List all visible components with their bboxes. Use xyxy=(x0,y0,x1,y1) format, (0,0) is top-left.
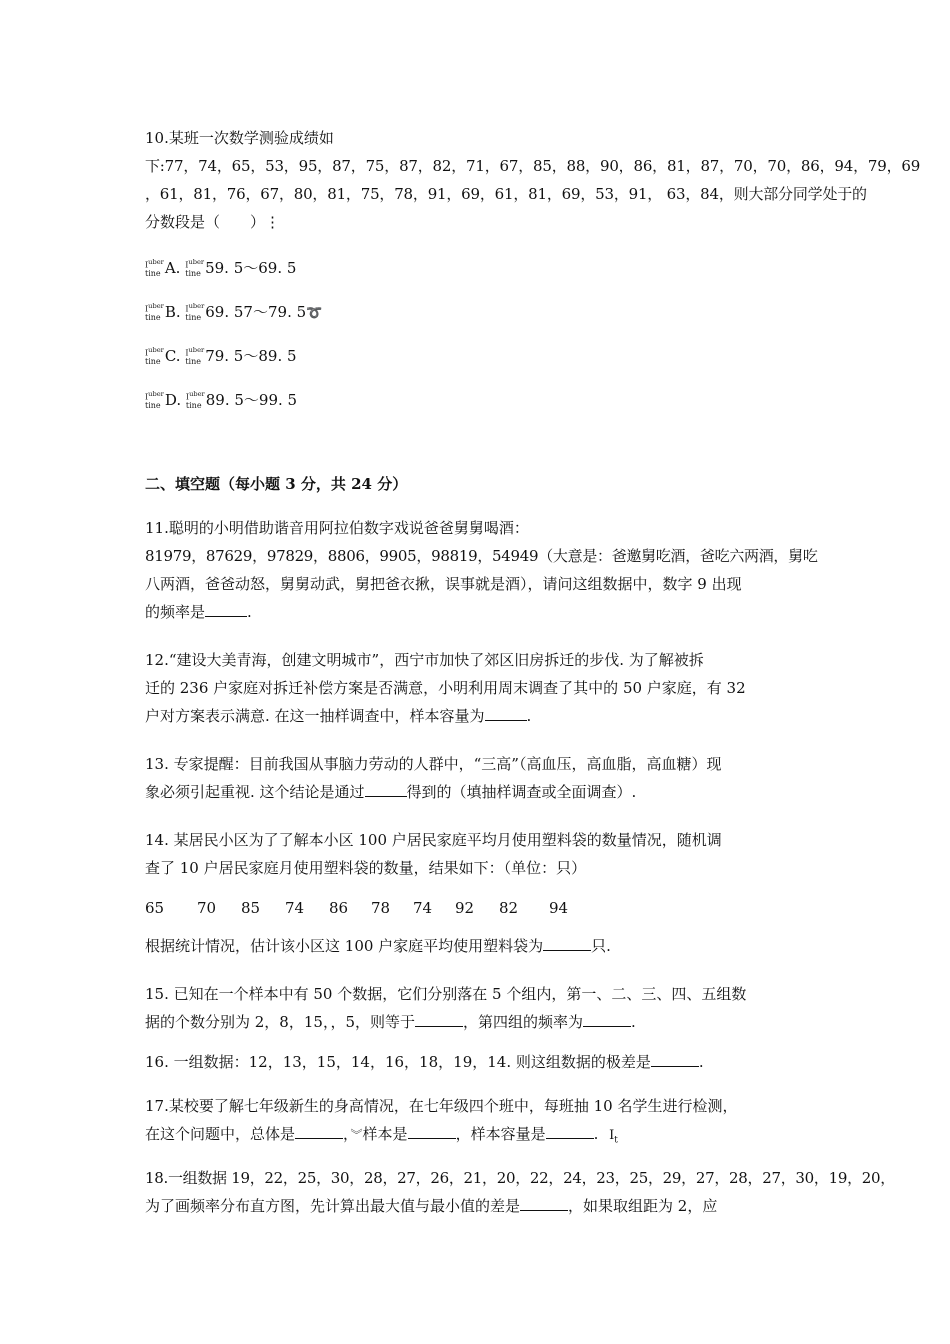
answer-blank xyxy=(651,1052,699,1067)
q10-line-3: ，61，81，76，67，80，81，75，78，91，69，61，81，69，53，91， 63，84，则大部分同学处于的 xyxy=(145,185,867,203)
value-cell: 74 xyxy=(413,899,433,917)
artifact-mark-icon: $I^{uber}$ tine xyxy=(145,302,164,322)
value-cell: 65 xyxy=(145,899,165,917)
artifact-mark-icon: $I^{uber}$ tine xyxy=(185,346,205,366)
answer-blank xyxy=(365,782,407,797)
q10-line-1: 10.某班一次数学测验成绩如 xyxy=(145,129,334,147)
value-cell: 85 xyxy=(241,899,261,917)
answer-blank xyxy=(520,1196,568,1211)
value-cell: 74 xyxy=(285,899,305,917)
section-heading: 二、填空题（每小题 3 分，共 24 分） xyxy=(145,475,408,493)
q14-line-1: 14. 某居民小区为了了解本小区 100 户居民家庭平均月使用塑料袋的数量情况，随机调 xyxy=(145,831,722,849)
answer-blank xyxy=(546,1124,594,1139)
q11-line-4: 的频率是 . xyxy=(145,603,252,621)
q12-line-3: 户对方案表示满意. 在这一抽样调查中，样本容量为 . xyxy=(145,707,532,725)
q13-line-2: 象必须引起重视. 这个结论是通过 得到的（填抽样调查或全面调查）. xyxy=(145,783,637,801)
q10-option-b: $I^{uber}$ tine B. $I^{uber}$ tine 69. 57～79. 5➰ xyxy=(145,302,323,322)
q15-line-1: 15. 已知在一个样本中有 50 个数据，它们分别落在 5 个组内，第一、二、三、四、五组数 xyxy=(145,985,747,1003)
q11-line-3: 八两酒，爸爸动怒，舅舅动武，舅把爸衣揪，误事就是酒），请问这组数据中，数字 9 出现 xyxy=(145,575,742,593)
q11-line-1: 11.聪明的小明借助谐音用阿拉伯数字戏说爸爸舅舅喝酒： xyxy=(145,519,529,537)
q18-line-1: 18.一组数据 19，22，25，30，28，27，26，21，20，22，24，23，25，29，27，28，27，30，19，20， xyxy=(145,1169,895,1187)
answer-blank xyxy=(408,1124,456,1139)
answer-blank xyxy=(415,1012,463,1027)
artifact-mark-icon: $I^{uber}$ tine xyxy=(185,258,205,278)
artifact-mark-icon: $I^{uber}$ tine xyxy=(145,346,164,366)
q18-line-2: 为了画频率分布直方图，先计算出最大值与最小值的差是 ，如果取组距为 2，应 xyxy=(145,1197,718,1215)
q17-line-1: 17.某校要了解七年级新生的身高情况，在七年级四个班中，每班抽 10 名学生进行检测， xyxy=(145,1097,738,1115)
q10-line-4: 分数段是（ ）⋮ xyxy=(145,213,281,231)
check-mark-icon: ︾ xyxy=(350,1128,363,1142)
answer-blank xyxy=(485,706,527,721)
q13-line-1: 13. 专家提醒：目前我国从事脑力劳动的人群中，“三高”（高血压，高血脂，高血糖）现 xyxy=(145,755,722,773)
q10-option-c: $I^{uber}$ tine C. $I^{uber}$ tine 79. 5～89. 5 xyxy=(145,346,297,366)
q12-line-2: 迁的 236 户家庭对拆迁补偿方案是否满意，小明利用周末调查了其中的 50 户家庭，有 32 xyxy=(145,679,746,697)
artifact-letter: $I_t$ xyxy=(609,1128,618,1146)
q14-line-2: 查了 10 户居民家庭月使用塑料袋的数量，结果如下：（单位：只） xyxy=(145,859,587,877)
q15-line-2: 据的个数分别为 2，8，15，，5，则等于 ，第四组的频率为 . xyxy=(145,1013,636,1031)
q10-option-d: $I^{uber}$ tine D. $I^{uber}$ tine 89. 5～99. 5 xyxy=(145,390,298,410)
q10-line-2: 下:77，74，65，53，95，87，75，87，82，71，67，85，88，90，86，81，87，70，70，86，94，79，69 xyxy=(145,157,921,175)
q16-line-1: 16. 一组数据：12，13，15，14，16，18，19，14. 则这组数据的极差是 . xyxy=(145,1053,704,1071)
artifact-mark-icon: $I^{uber}$ tine xyxy=(185,302,205,322)
artifact-mark-icon: $I^{uber}$ tine xyxy=(185,390,205,410)
artifact-mark-icon: $I^{uber}$ tine xyxy=(145,258,164,278)
answer-blank xyxy=(543,936,591,951)
value-cell: 70 xyxy=(197,899,217,917)
answer-blank xyxy=(205,602,247,617)
value-cell: 94 xyxy=(549,899,569,917)
value-cell: 92 xyxy=(455,899,475,917)
q11-line-2: 81979，87629，97829，8806，9905，98819，54949（大意是：爸邀舅吃酒，爸吃六两酒，舅吃 xyxy=(145,547,818,565)
q17-line-2: 在这个问题中，总体是 ，︾样本是 ，样本容量是 . $I_t$ xyxy=(145,1125,618,1146)
q12-line-1: 12.“建设大美青海，创建文明城市”，西宁市加快了郊区旧房拆迁的步伐. 为了解被拆 xyxy=(145,651,704,669)
answer-blank xyxy=(583,1012,631,1027)
value-cell: 78 xyxy=(371,899,391,917)
value-cell: 82 xyxy=(499,899,519,917)
squiggle-icon: ➰ xyxy=(306,306,323,321)
value-cell: 86 xyxy=(329,899,349,917)
q14-values-row xyxy=(145,898,568,918)
q10-option-a: $I^{uber}$ tine A. $I^{uber}$ tine 59. 5～69. 5 xyxy=(145,258,297,278)
q14-line-4: 根据统计情况，估计该小区这 100 户家庭平均使用塑料袋为 只. xyxy=(145,937,611,955)
artifact-mark-icon: $I^{uber}$ tine xyxy=(145,390,164,410)
answer-blank xyxy=(295,1124,343,1139)
